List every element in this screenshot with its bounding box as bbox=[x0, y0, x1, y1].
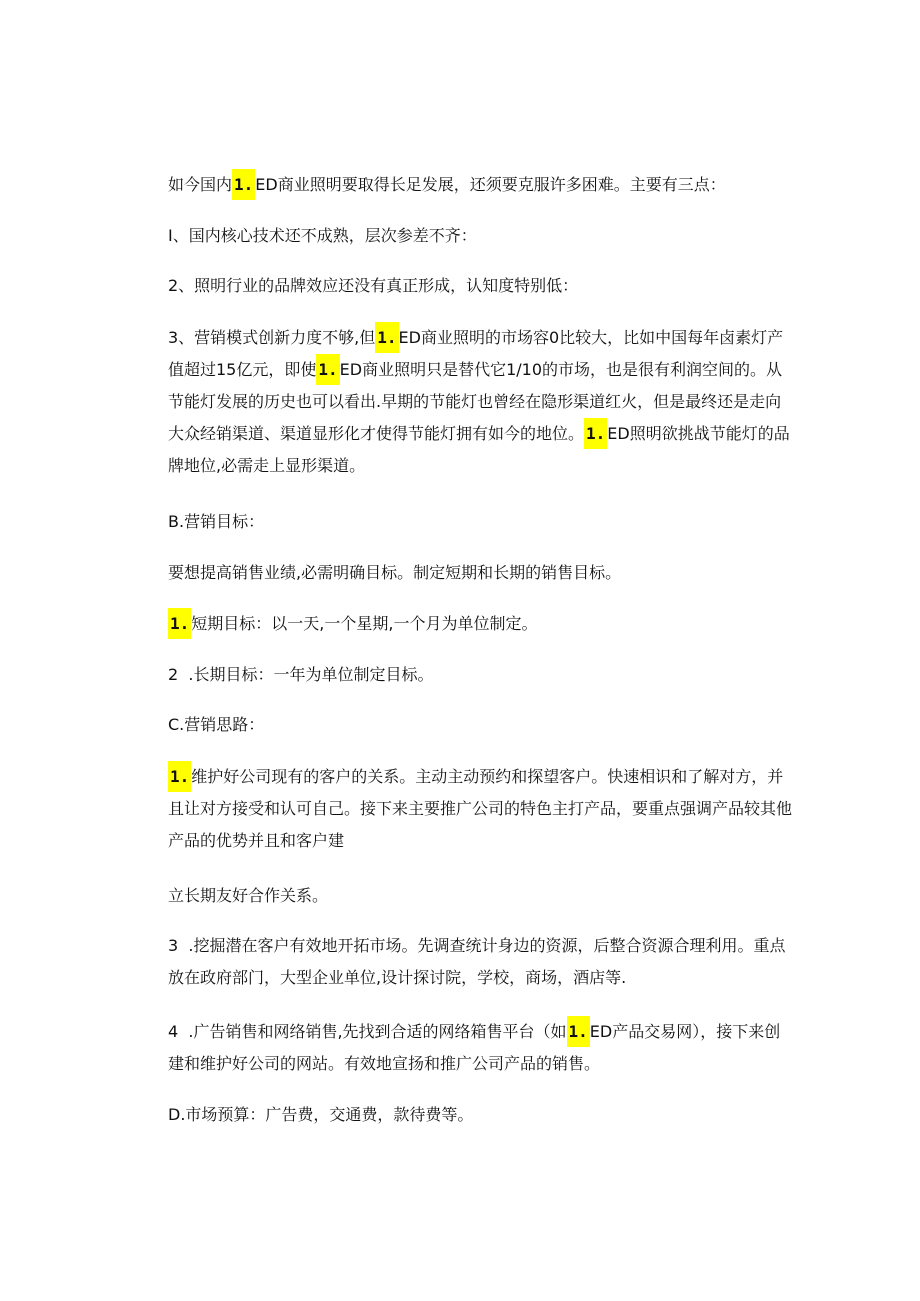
text-segment: 要想提高销售业绩,必需明确目标。制定短期和长期的销售目标。 bbox=[168, 563, 622, 582]
text-segment: 2、照明行业的品牌效应还没有真正形成，认知度特别低： bbox=[168, 276, 579, 295]
text-segment: ED产品交易网），接下来创建和维护好公司的网站。有效地宣扬和推广公司产品的销售。 bbox=[168, 1022, 781, 1073]
highlighted-text: 1. bbox=[375, 322, 398, 353]
text-segment: 维护好公司现有的客户的关系。主动主动预约和探望客户。快速相识和了解对方，并且让对方接受和认可自己。接下来主要推广公司的特色主打产品，要重点强调产品较其他产品的优势并且和客户建 bbox=[168, 767, 793, 850]
text-segment: B.营销目标： bbox=[168, 512, 265, 531]
text-segment: D.市场预算：广告费，交通费，款待费等。 bbox=[168, 1105, 474, 1124]
text-segment: 3、营销模式创新力度不够,但 bbox=[168, 328, 376, 347]
text-segment: ED商业照明的市场容0比较大，比如中国每年卤素灯产值超过15亿元，即使 bbox=[168, 328, 784, 379]
text-segment: 3 .挖掘潜在客户有效地开拓市场。先调查统计身边的资源，后整合资源合理利用。重点放在政府部门，大型企业单位,设计探讨院，学校，商场，酒店等. bbox=[168, 936, 786, 987]
paragraph-point-2 bbox=[168, 270, 792, 302]
heading-section-b bbox=[168, 506, 792, 538]
highlighted-text: 1. bbox=[168, 608, 191, 639]
paragraph-point-1 bbox=[168, 220, 792, 252]
highlighted-text: 1. bbox=[232, 169, 255, 200]
paragraph-intro bbox=[168, 169, 792, 201]
heading-section-c bbox=[168, 709, 792, 741]
text-segment: 如今国内 bbox=[168, 175, 233, 194]
highlighted-text: 1. bbox=[584, 418, 607, 449]
text-segment: I、国内核心技术还不成熟，层次参差不齐： bbox=[168, 226, 477, 245]
paragraph-c-1-continued bbox=[168, 880, 792, 912]
paragraph-point-3 bbox=[168, 322, 792, 482]
highlighted-text: 1. bbox=[567, 1016, 590, 1047]
text-segment: 短期目标：以一天,一个星期,一个月为单位制定。 bbox=[191, 614, 538, 633]
list-item-b-1 bbox=[168, 608, 792, 640]
heading-section-d bbox=[168, 1099, 792, 1131]
text-segment: ED商业照明要取得长足发展，还须要克服许多困难。主要有三点： bbox=[255, 175, 726, 194]
list-item-c-4 bbox=[168, 1016, 792, 1080]
text-segment: ED商业照明只是替代它1/10的市场，也是很有利润空间的。从节能灯发展的历史也可以看出.早期的节能灯也曾经在隐形渠道红火，但是最终还是走向大众经销渠道、渠道显形化才使得节能灯拥有如今的地位。 bbox=[168, 360, 783, 443]
list-item-c-1 bbox=[168, 761, 792, 857]
paragraph-b-intro bbox=[168, 557, 792, 589]
highlighted-text: 1. bbox=[316, 354, 339, 385]
text-segment: C.营销思路： bbox=[168, 715, 265, 734]
list-item-b-2 bbox=[168, 659, 792, 691]
text-segment: 立长期友好合作关系。 bbox=[168, 886, 329, 905]
list-item-c-3 bbox=[168, 930, 792, 994]
text-segment: 2 .长期目标：一年为单位制定目标。 bbox=[168, 665, 434, 684]
text-segment: ED照明欲挑战节能灯的品牌地位,必需走上显形渠道。 bbox=[168, 424, 790, 475]
highlighted-text: 1. bbox=[168, 761, 191, 792]
text-segment: 4 .广告销售和网络销售,先找到合适的网络箱售平台（如 bbox=[168, 1022, 567, 1041]
